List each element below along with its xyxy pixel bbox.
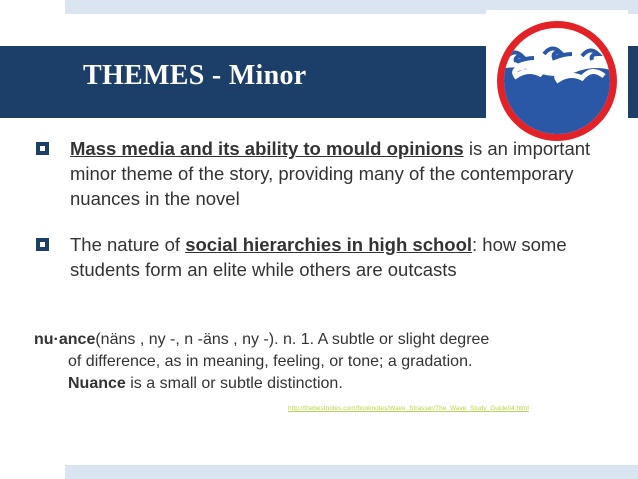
definition-line-1: [34, 329, 604, 351]
definition-pronunciation: (näns , ny -, n -äns , ny -). n. 1. A subtle or slight degree: [95, 331, 490, 348]
bullet-text: [70, 136, 596, 211]
definition-line-3-rest: is a small or subtle distinction.: [125, 375, 343, 392]
bullet-rest: : how some students form an elite while others are outcasts: [70, 234, 567, 280]
nuance-definition: [34, 329, 604, 395]
definition-word: nu·ance: [34, 331, 96, 348]
bullet-rest: is an important minor theme of the story, providing many of the contemporary nuances in the novel: [70, 138, 591, 209]
bullet-mass-media: [36, 136, 596, 211]
bullet-text: [70, 232, 596, 282]
bullet-emphasis: Mass media and its ability to mould opinions: [70, 138, 464, 159]
bottom-decor-bar: [65, 465, 638, 479]
wave-logo-icon: [486, 10, 628, 152]
bullet-social-hierarchies: [36, 232, 596, 282]
definition-line-2: of difference, as in meaning, feeling, or tone; a gradation.: [68, 353, 473, 370]
bullet-emphasis: social hierarchies in high school: [185, 234, 473, 255]
source-link[interactable]: http://thebestnotes.com/booknotes/Wave_Strasser/The_Wave_Study_Guide04.html: [288, 405, 529, 412]
bullet-square-icon: [36, 142, 49, 155]
definition-term: Nuance: [68, 375, 126, 392]
slide-title: THEMES - Minor: [83, 60, 307, 91]
bullet-square-icon: [36, 238, 49, 251]
definition-line-3: [34, 373, 604, 395]
bullet-lead: The nature of: [70, 234, 186, 255]
